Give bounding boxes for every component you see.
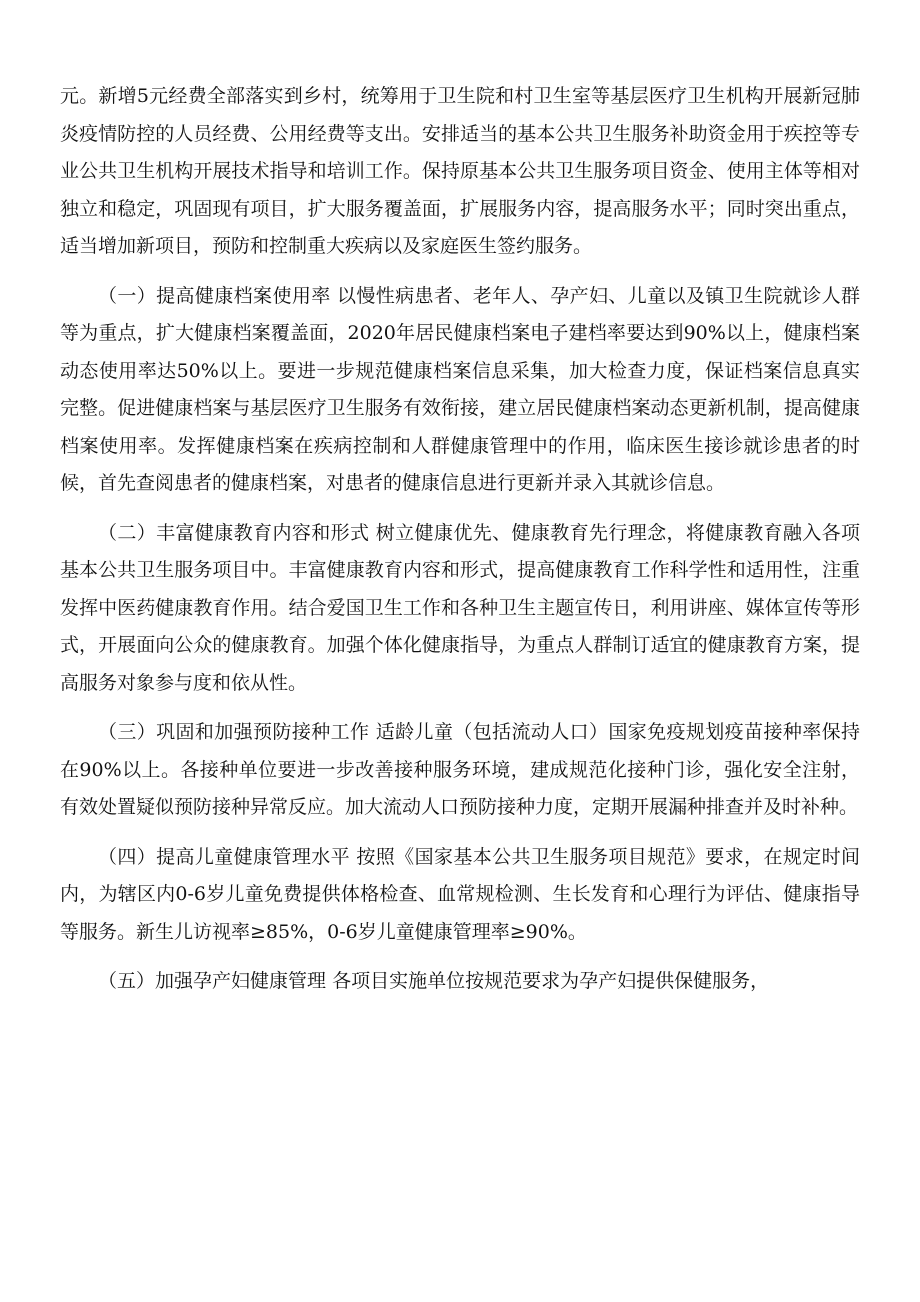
- paragraph-4-body: 按照《国家基本公共卫生服务项目规范》要求，在规定时间内，为辖区内0-6岁儿童免费提供体格检查、血常规检测、生长发育和心理行为评估、健康指导等服务。新生儿访视率≥85%，0-6岁儿童健康管理率≥90%。: [60, 845, 860, 943]
- paragraph-1-body: 以慢性病患者、老年人、孕产妇、儿童以及镇卫生院就诊人群等为重点，扩大健康档案覆盖面，2020年居民健康档案电子建档率要达到90%以上，健康档案动态使用率达50%以上。要进一步规范健康档案信息采集，加大检查力度，保证档案信息真实完整。促进健康档案与基层医疗卫生服务有效衔接，建立居民健康档案动态更新机制，提高健康档案使用率。发挥健康档案在疾病控制和人群健康管理中的作用，临床医生接诊就诊患者的时候，首先查阅患者的健康档案，对患者的健康信息进行更新并录入其就诊信息。: [60, 284, 860, 494]
- paragraph-1-heading: （一）提高健康档案使用率: [98, 284, 331, 307]
- paragraph-2: [60, 515, 860, 703]
- paragraph-5: [60, 963, 860, 1001]
- paragraph-4: [60, 839, 860, 952]
- paragraph-2-heading: （二）丰富健康教育内容和形式: [98, 521, 370, 544]
- paragraph-3-heading: （三）巩固和加强预防接种工作: [98, 721, 370, 743]
- paragraph-3-body: 适龄儿童（包括流动人口）国家免疫规划疫苗接种率保持在90%以上。各接种单位要进一步改善接种服务环境，建成规范化接种门诊，强化安全注射，有效处置疑似预防接种异常反应。加大流动人口预防接种力度，定期开展漏种排查并及时补种。: [60, 721, 860, 818]
- paragraph-0: [60, 78, 860, 266]
- paragraph-0-body: 元。新增5元经费全部落实到乡村，统筹用于卫生院和村卫生室等基层医疗卫生机构开展新冠肺炎疫情防控的人员经费、公用经费等支出。安排适当的基本公共卫生服务补助资金用于疾控等专业公共卫生机构开展技术指导和培训工作。保持原基本公共卫生服务项目资金、使用主体等相对独立和稳定，巩固现有项目，扩大服务覆盖面，扩展服务内容，提高服务水平；同时突出重点，适当增加新项目，预防和控制重大疾病以及家庭医生签约服务。: [60, 85, 860, 257]
- paragraph-3: [60, 714, 860, 827]
- document-page: [60, 78, 860, 1013]
- paragraph-5-body: 各项目实施单位按规范要求为孕产妇提供保健服务，: [332, 970, 770, 992]
- paragraph-5-heading: （五）加强孕产妇健康管理: [98, 970, 327, 992]
- paragraph-4-heading: （四）提高儿童健康管理水平: [98, 845, 350, 868]
- paragraph-2-body: 树立健康优先、健康教育先行理念，将健康教育融入各项基本公共卫生服务项目中。丰富健康教育内容和形式，提高健康教育工作科学性和适用性，注重发挥中医药健康教育作用。结合爱国卫生工作和各种卫生主题宣传日，利用讲座、媒体宣传等形式，开展面向公众的健康教育。加强个体化健康指导，为重点人群制订适宜的健康教育方案，提高服务对象参与度和依从性。: [60, 521, 860, 694]
- paragraph-1: [60, 278, 860, 503]
